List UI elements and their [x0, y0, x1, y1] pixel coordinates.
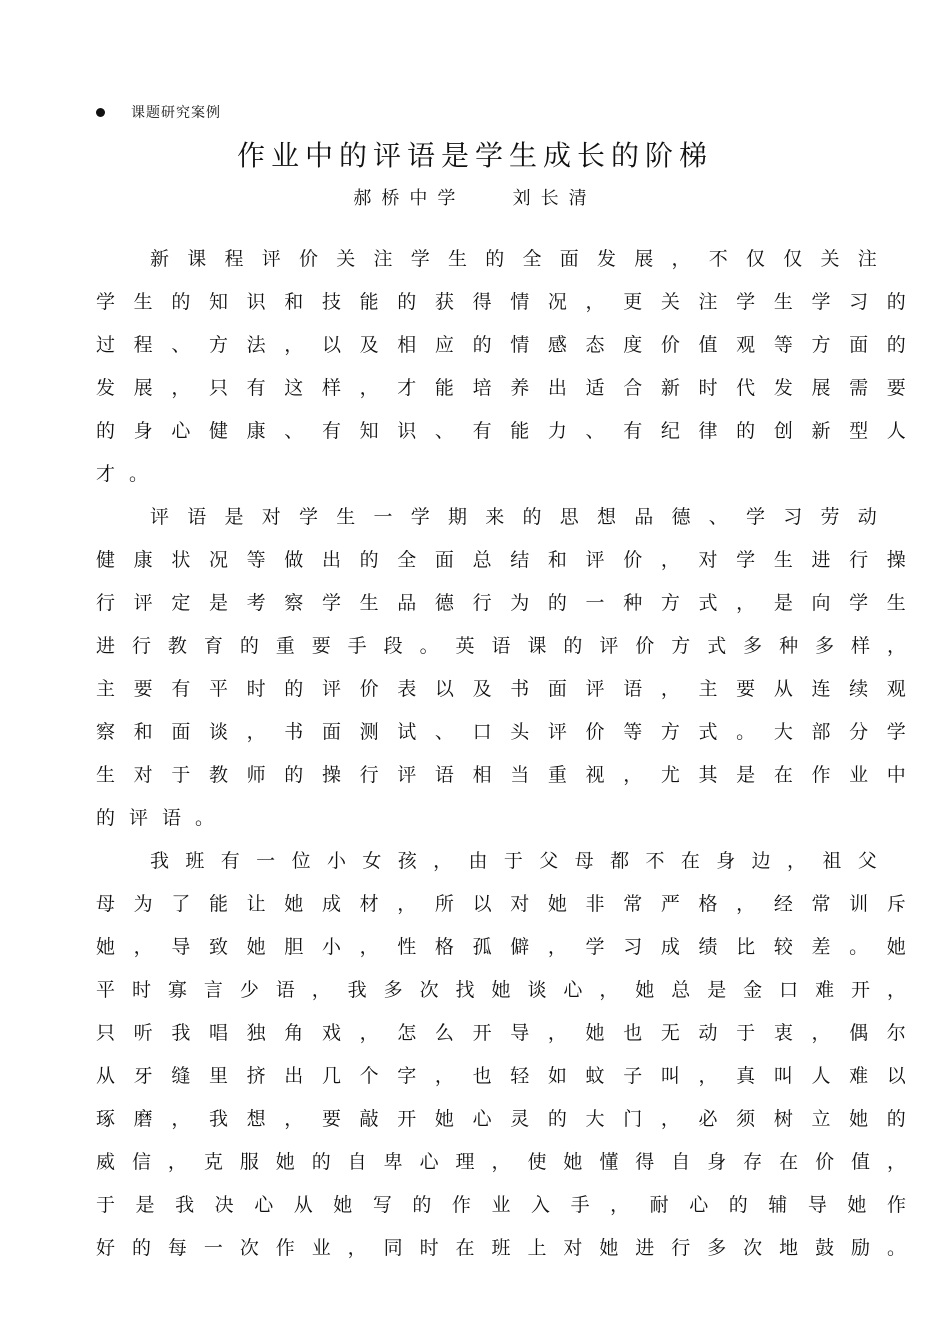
text-line: 的 评 语 。: [96, 806, 215, 829]
text-line: 的 身 心 健 康 、 有 知 识 、 有 能 力 、 有 纪 律 的 创 新 型 人: [96, 419, 906, 442]
text-line: 察 和 面 谈 ， 书 面 测 试 、 口 头 评 价 等 方 式 。 大 部 分 学: [96, 720, 906, 743]
text-line: 健 康 状 况 等 做 出 的 全 面 总 结 和 评 价 ， 对 学 生 进 行 操: [96, 548, 906, 571]
text-line: 学 生 的 知 识 和 技 能 的 获 得 情 况 ， 更 关 注 学 生 学 习 的: [96, 290, 906, 313]
section-tag: [96, 101, 221, 123]
author-byline: 郝桥中学 刘长清: [353, 188, 597, 209]
text-line: 过 程 、 方 法 ， 以 及 相 应 的 情 感 态 度 价 值 观 等 方 面 的: [96, 333, 906, 356]
text-line: 于 是 我 决 心 从 她 写 的 作 业 入 手 ， 耐 心 的 辅 导 她 作: [96, 1193, 906, 1216]
text-line: 才 。: [96, 462, 149, 485]
text-line: 行 评 定 是 考 察 学 生 品 德 行 为 的 一 种 方 式 ， 是 向 学 生: [96, 591, 906, 614]
text-line: 她 ， 导 致 她 胆 小 ， 性 格 孤 僻 ， 学 习 成 绩 比 较 差 。 她: [96, 935, 906, 958]
bullet-icon: [96, 108, 105, 117]
text-line: 只 听 我 唱 独 角 戏 ， 怎 么 开 导 ， 她 也 无 动 于 衷 ， 偶 尔: [96, 1021, 906, 1044]
text-line: 生 对 于 教 师 的 操 行 评 语 相 当 重 视 ， 尤 其 是 在 作 业 中: [96, 763, 906, 786]
text-line: 琢 磨 ， 我 想 ， 要 敲 开 她 心 灵 的 大 门 ， 必 须 树 立 她 的: [96, 1107, 906, 1130]
text-line: 评 语 是 对 学 生 一 学 期 来 的 思 想 品 德 、 学 习 劳 动: [150, 505, 877, 528]
text-line: 母 为 了 能 让 她 成 材 ， 所 以 对 她 非 常 严 格 ， 经 常 训 斥: [96, 892, 906, 915]
text-line: 主 要 有 平 时 的 评 价 表 以 及 书 面 评 语 ， 主 要 从 连 续 观: [96, 677, 906, 700]
text-line: 威 信 ， 克 服 她 的 自 卑 心 理 ， 使 她 懂 得 自 身 存 在 价 值 ，: [96, 1150, 906, 1173]
text-line: 从 牙 缝 里 挤 出 几 个 字 ， 也 轻 如 蚊 子 叫 ， 真 叫 人 难 以: [96, 1064, 906, 1087]
document-title: 作业中的评语是学生成长的阶梯: [236, 139, 713, 172]
text-line: 发 展 ， 只 有 这 样 ， 才 能 培 养 出 适 合 新 时 代 发 展 需 要: [96, 376, 906, 399]
text-line: 新 课 程 评 价 关 注 学 生 的 全 面 发 展 ， 不 仅 仅 关 注: [150, 247, 877, 270]
text-line: 我 班 有 一 位 小 女 孩 ， 由 于 父 母 都 不 在 身 边 ， 祖 父: [150, 849, 877, 872]
text-line: 进 行 教 育 的 重 要 手 段 。 英 语 课 的 评 价 方 式 多 种 多 样 ，: [96, 634, 906, 657]
text-line: 好 的 每 一 次 作 业 ， 同 时 在 班 上 对 她 进 行 多 次 地 鼓 励 。: [96, 1236, 906, 1259]
text-line: 平 时 寡 言 少 语 ， 我 多 次 找 她 谈 心 ， 她 总 是 金 口 难 开 ，: [96, 978, 906, 1001]
section-tag-label: 课题研究案例: [131, 105, 221, 121]
